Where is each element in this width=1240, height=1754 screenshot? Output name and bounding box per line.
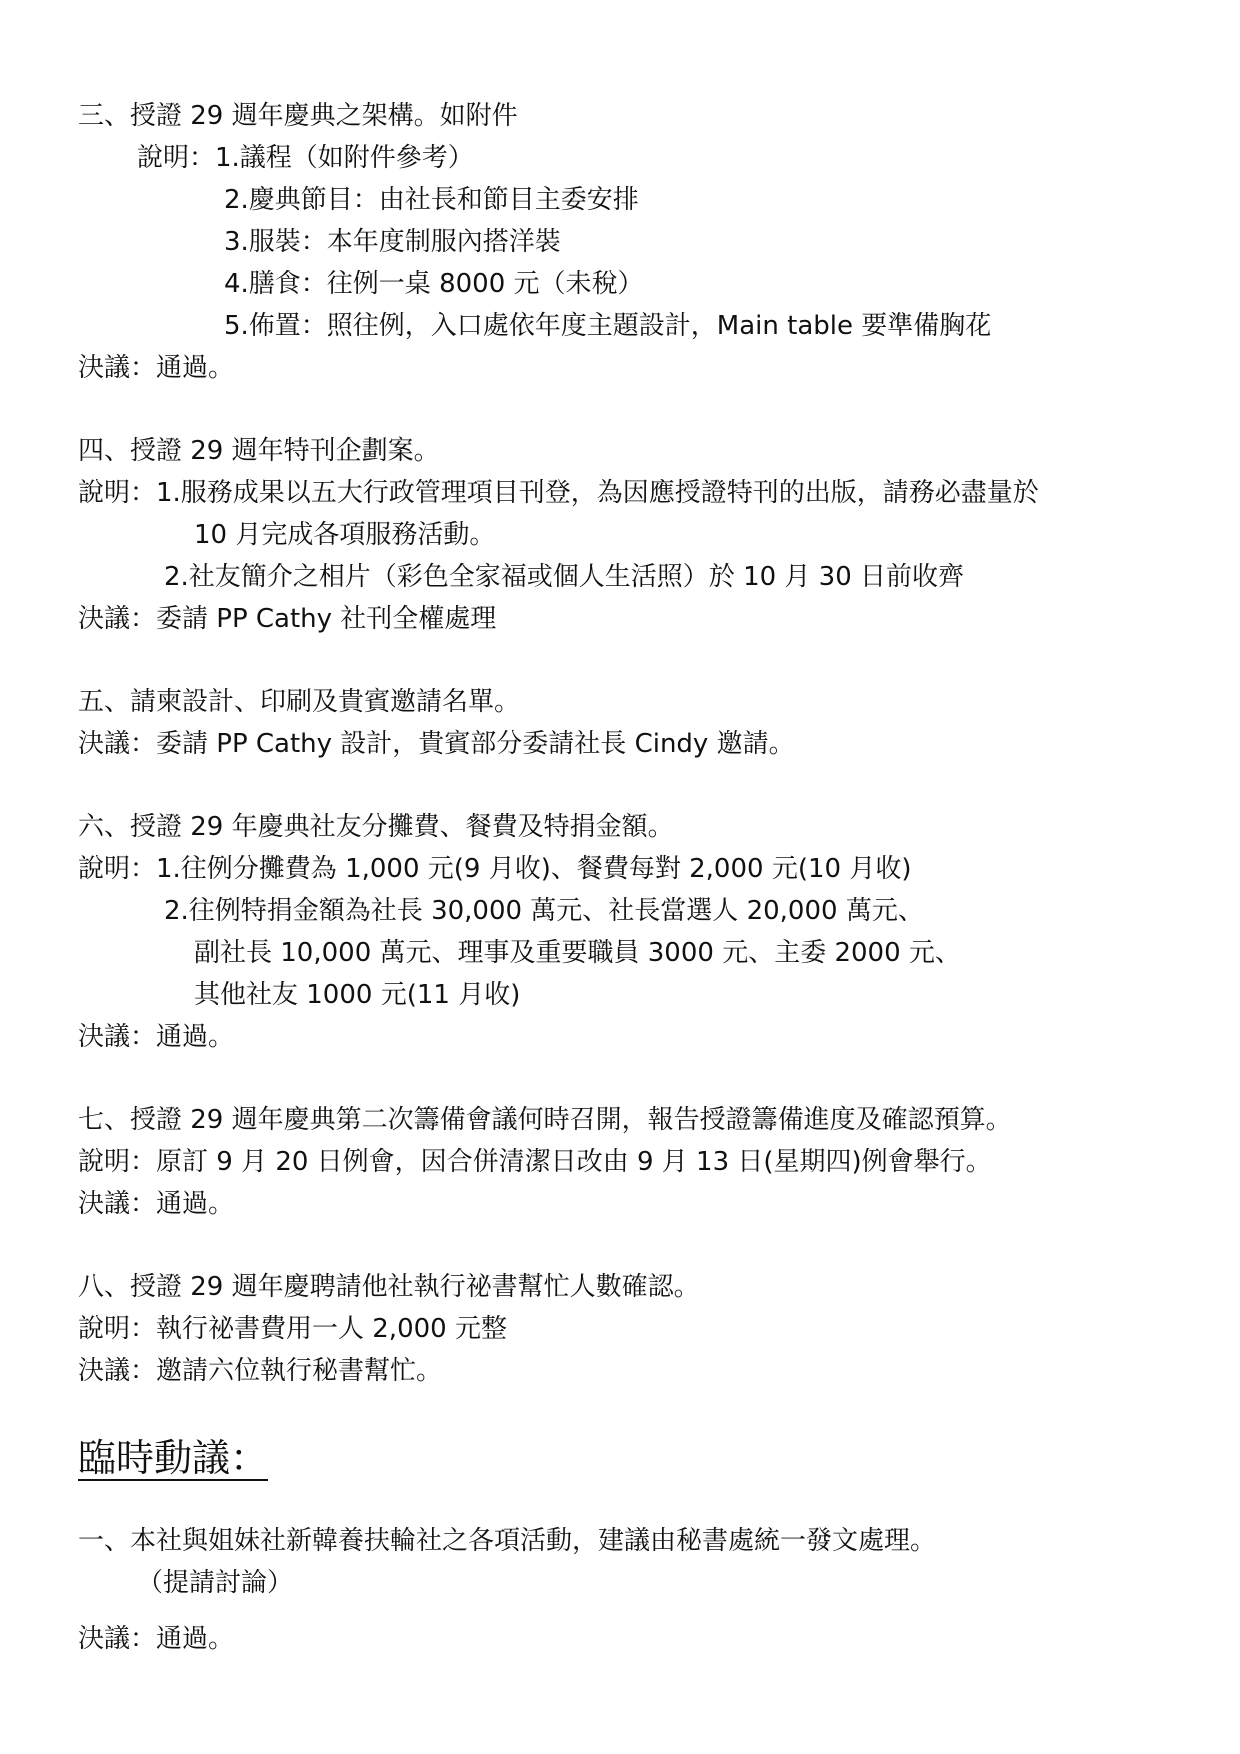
motion-1-resolution: 決議：通過。 bbox=[78, 1624, 235, 1654]
section-6-title: 六、授證 29 年慶典社友分攤費、餐費及特捐金額。 bbox=[78, 812, 674, 842]
section-6-resolution: 決議：通過。 bbox=[78, 1022, 235, 1052]
section-3-item-5: 5.佈置：照往例，入口處依年度主題設計，Main table 要準備胸花 bbox=[224, 311, 992, 341]
section-4-item-1-cont: 10 月完成各項服務活動。 bbox=[194, 520, 496, 550]
motion-1-note: （提請討論） bbox=[137, 1568, 294, 1598]
section-5-title: 五、請柬設計、印刷及貴賓邀請名單。 bbox=[78, 687, 521, 717]
section-7-title: 七、授證 29 週年慶典第二次籌備會議何時召開，報告授證籌備進度及確認預算。 bbox=[78, 1105, 1012, 1135]
section-3-item-1: 說明：1.議程（如附件參考） bbox=[137, 143, 474, 173]
section-7-resolution: 決議：通過。 bbox=[78, 1189, 235, 1219]
section-4-item-2: 2.社友簡介之相片（彩色全家福或個人生活照）於 10 月 30 日前收齊 bbox=[164, 562, 965, 592]
section-3-item-4: 4.膳食：往例一桌 8000 元（未稅） bbox=[224, 269, 644, 299]
section-7-item-1: 說明：原訂 9 月 20 日例會，因合併清潔日改由 9 月 13 日(星期四)例會舉行。 bbox=[78, 1147, 992, 1177]
section-4-resolution: 決議：委請 PP Cathy 社刊全權處理 bbox=[78, 604, 497, 634]
section-3-item-3: 3.服裝：本年度制服內搭洋裝 bbox=[224, 227, 561, 257]
section-4-item-1: 說明：1.服務成果以五大行政管理項目刊登，為因應授證特刊的出版，請務必盡量於 bbox=[78, 478, 1039, 508]
motion-1-title: 一、本社與姐妹社新韓養扶輪社之各項活動，建議由秘書處統一發文處理。 bbox=[78, 1526, 937, 1556]
section-5-resolution: 決議：委請 PP Cathy 設計，貴賓部分委請社長 Cindy 邀請。 bbox=[78, 729, 795, 759]
section-6-item-2: 2.往例特捐金額為社長 30,000 萬元、社長當選人 20,000 萬元、 bbox=[164, 896, 924, 926]
extraordinary-motions-heading: 臨時動議： bbox=[78, 1436, 269, 1480]
section-6-item-2-cont-2: 其他社友 1000 元(11 月收) bbox=[194, 980, 521, 1010]
section-3-title: 三、授證 29 週年慶典之架構。如附件 bbox=[78, 101, 518, 131]
section-3-item-2: 2.慶典節目：由社長和節目主委安排 bbox=[224, 185, 639, 215]
section-6-item-2-cont: 副社長 10,000 萬元、理事及重要職員 3000 元、主委 2000 元、 bbox=[194, 938, 961, 968]
section-3-resolution: 決議：通過。 bbox=[78, 353, 235, 383]
section-8-resolution: 決議：邀請六位執行秘書幫忙。 bbox=[78, 1356, 443, 1386]
section-8-title: 八、授證 29 週年慶聘請他社執行祕書幫忙人數確認。 bbox=[78, 1272, 700, 1302]
section-8-item-1: 說明：執行祕書費用一人 2,000 元整 bbox=[78, 1314, 507, 1344]
section-4-title: 四、授證 29 週年特刊企劃案。 bbox=[78, 436, 440, 466]
section-6-item-1: 說明：1.往例分攤費為 1,000 元(9 月收)、餐費每對 2,000 元(10 月收) bbox=[78, 854, 912, 884]
